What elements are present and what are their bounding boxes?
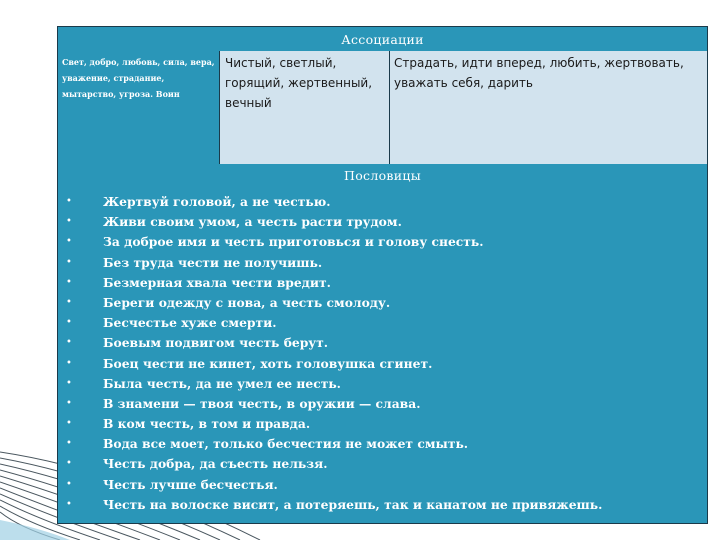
bullet-icon: • [66, 276, 72, 288]
proverb-text: В знамени — твоя честь, в оружии — слава. [103, 395, 421, 411]
bullet-icon: • [66, 236, 72, 248]
bullet-icon: • [66, 317, 72, 329]
proverb-text: Честь лучше бесчестья. [103, 476, 278, 492]
proverb-text: Безмерная хвала чести вредит. [103, 274, 331, 290]
bullet-icon: • [66, 357, 72, 369]
bullet-icon: • [66, 458, 72, 470]
list-item [58, 374, 707, 394]
proverb-text: Без труда чести не получишь. [103, 254, 323, 270]
bullet-icon: • [66, 377, 72, 389]
list-item [58, 495, 707, 515]
bullet-icon: • [66, 216, 72, 228]
associations-adjectives-cell: Чистый, светлый, горящий, жертвенный, вечный [220, 51, 390, 164]
associations-verbs-cell: Страдать, идти вперед, любить, жертвовать, уважать себя, дарить [390, 51, 707, 164]
associations-header-label: Ассоциации [341, 31, 424, 47]
list-item [58, 192, 707, 212]
content-table [57, 26, 708, 524]
proverb-text: За доброе имя и честь приготовься и голову снесть. [103, 234, 484, 250]
bullet-icon: • [66, 397, 72, 409]
proverb-text: Боец чести не кинет, хоть головушка сгинет. [103, 355, 433, 371]
list-item [58, 394, 707, 414]
proverbs-header [58, 164, 707, 187]
bullet-icon: • [66, 196, 72, 207]
proverb-text: Вода все моет, только бесчестия не может смыть. [103, 436, 469, 452]
bullet-icon: • [66, 296, 72, 308]
proverbs-body [58, 186, 707, 523]
bullet-icon: • [66, 498, 72, 510]
associations-row [58, 51, 707, 165]
list-item [58, 232, 707, 252]
bullet-icon: • [66, 478, 72, 490]
proverbs-header-label: Пословицы [344, 167, 421, 183]
bullet-icon: • [66, 256, 72, 268]
proverb-text: Была честь, да не умел ее несть. [103, 375, 341, 391]
list-item [58, 354, 707, 374]
proverb-text: Жертвуй головой, а не честью. [103, 194, 331, 209]
proverb-text: Живи своим умом, а честь расти трудом. [103, 214, 402, 230]
list-item [58, 293, 707, 313]
bullet-icon: • [66, 337, 72, 349]
associations-nouns-cell: Свет, добро, любовь, сила, вера, уважение, страдание, мытарство, угроза. Воин [58, 51, 220, 164]
proverb-text: Береги одежду с нова, а честь смолоду. [103, 294, 391, 310]
proverb-text: В ком честь, в том и правда. [103, 416, 311, 432]
list-item [58, 434, 707, 454]
proverb-text: Боевым подвигом честь берут. [103, 335, 329, 351]
proverb-text: Честь добра, да съесть нельзя. [103, 456, 328, 472]
list-item [58, 475, 707, 495]
list-item [58, 253, 707, 273]
proverbs-list [58, 186, 707, 515]
proverb-text: Бесчестье хуже смерти. [103, 315, 277, 331]
list-item [58, 273, 707, 293]
list-item [58, 313, 707, 333]
list-item [58, 414, 707, 434]
list-item [58, 454, 707, 474]
list-item [58, 212, 707, 232]
list-item [58, 333, 707, 353]
bullet-icon: • [66, 418, 72, 430]
proverb-text: Честь на волоске висит, а потеряешь, так и канатом не привяжешь. [103, 496, 603, 512]
associations-header [58, 27, 707, 52]
bullet-icon: • [66, 438, 72, 450]
